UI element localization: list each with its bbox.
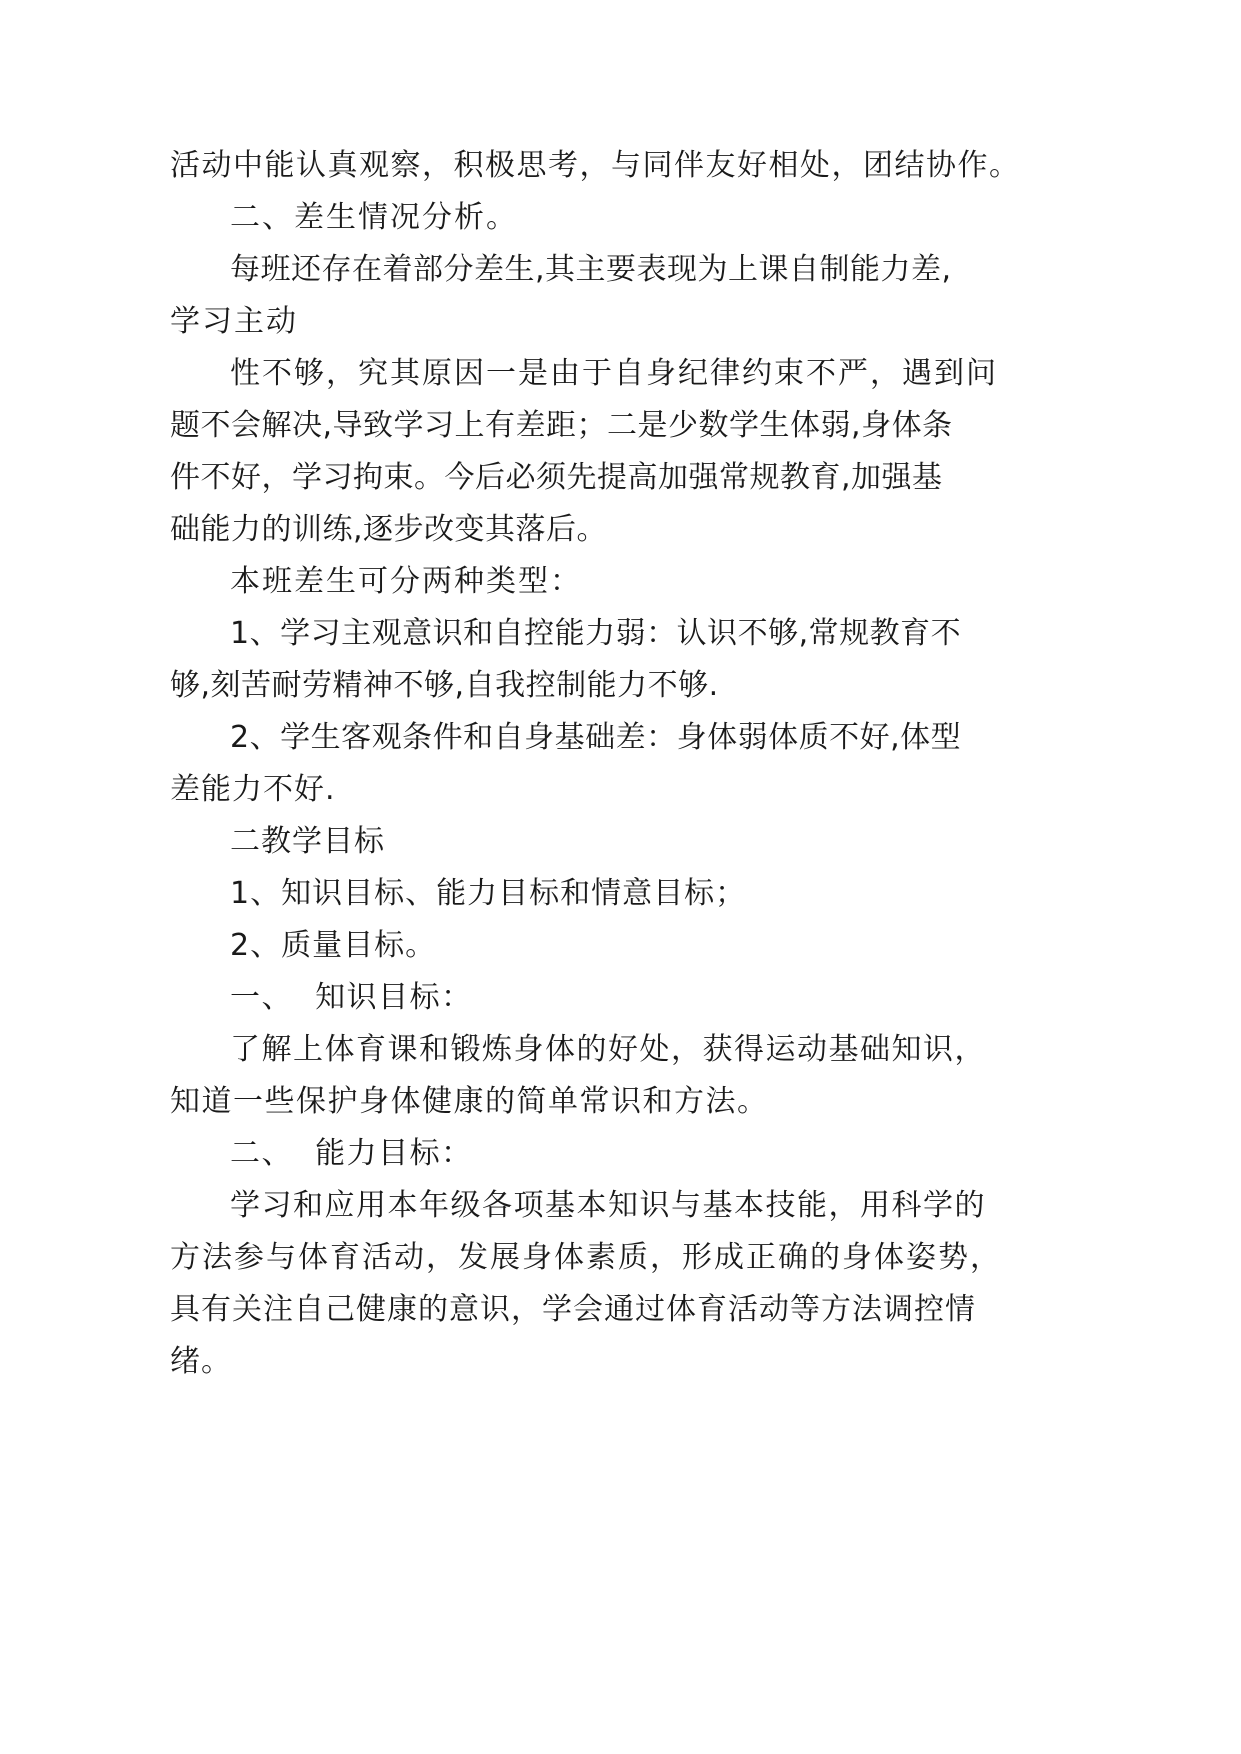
section-heading: 二、 能力目标： (230, 1136, 473, 1171)
text-line: 性不够，究其原因一是由于自身纪律约束不严，遇到问 (230, 356, 998, 391)
text-line: 础能力的训练,逐步改变其落后。 (170, 512, 608, 547)
text-line: 学习和应用本年级各项基本知识与基本技能，用科学的 (230, 1188, 986, 1223)
text-line: 差能力不好. (170, 772, 336, 807)
text-line: 方法参与体育活动，发展身体素质，形成正确的身体姿势， (170, 1240, 1002, 1275)
text-line: 本班差生可分两种类型： (230, 564, 582, 599)
text-line: 1、学习主观意识和自控能力弱：认识不够,常规教育不 (230, 616, 962, 651)
text-line: 绪。 (170, 1344, 232, 1379)
text-line: 知道一些保护身体健康的简单常识和方法。 (170, 1084, 769, 1119)
text-line: 件不好，学习拘束。今后必须先提高加强常规教育,加强基 (170, 460, 943, 495)
text-line: 1、知识目标、能力目标和情意目标； (230, 876, 747, 911)
text-line: 学习主动 (170, 304, 298, 339)
text-line: 2、质量目标。 (230, 928, 437, 963)
text-line: 具有关注自己健康的意识，学会通过体育活动等方法调控情 (170, 1292, 976, 1327)
text-line: 了解上体育课和锻炼身体的好处，获得运动基础知识， (230, 1032, 986, 1067)
section-heading: 二、差生情况分析。 (230, 200, 518, 235)
text-line: 够,刻苦耐劳精神不够,自我控制能力不够. (170, 668, 719, 703)
text-line: 题不会解决,导致学习上有差距；二是少数学生体弱,身体条 (170, 408, 953, 443)
section-heading: 一、 知识目标： (230, 980, 473, 1015)
text-line: 活动中能认真观察，积极思考，与同伴友好相处，团结协作。 (170, 148, 1021, 183)
text-line: 2、学生客观条件和自身基础差：身体弱体质不好,体型 (230, 720, 962, 755)
text-line: 每班还存在着部分差生,其主要表现为上课自制能力差, (230, 252, 952, 287)
section-heading: 二教学目标 (230, 824, 385, 859)
